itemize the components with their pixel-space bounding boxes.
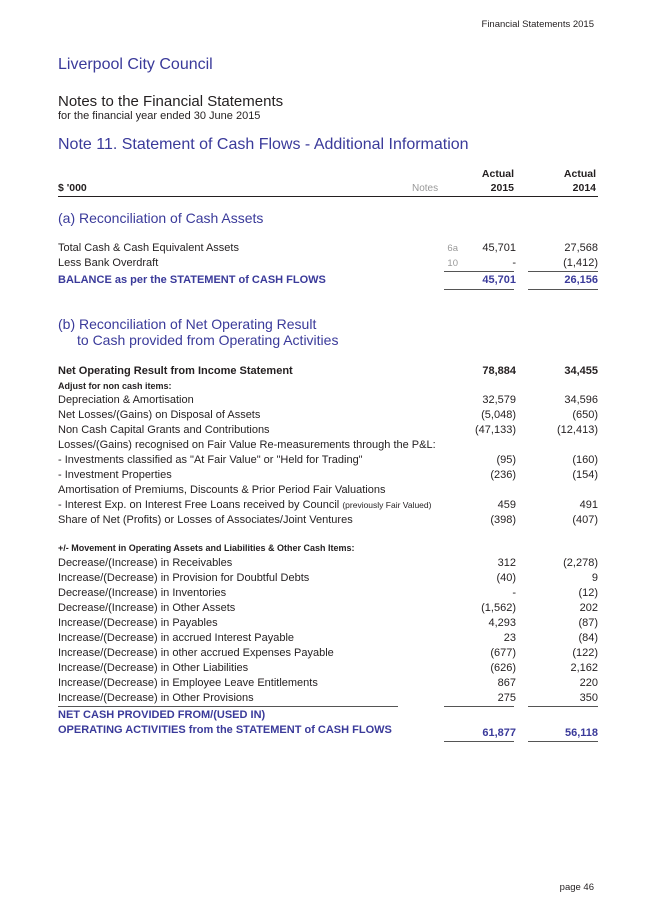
value-2015: (626): [490, 662, 516, 674]
council-name: Liverpool City Council: [58, 56, 213, 73]
row-label: Total Cash & Cash Equivalent Assets: [58, 242, 239, 254]
grand-total-rule-2014: [528, 741, 598, 742]
section-b-title-line2: to Cash provided from Operating Activities: [77, 332, 339, 348]
movement-label: +/- Movement in Operating Assets and Liabilities & Other Cash Items:: [58, 543, 355, 553]
page-number: page 46: [559, 882, 594, 893]
value-2014: (160): [572, 454, 598, 466]
value-2015: (5,048): [481, 409, 516, 421]
value-2015: 275: [497, 692, 516, 704]
col-unit: $ '000: [58, 182, 87, 194]
col-year-2014: 2014: [572, 182, 596, 194]
total-rule-2014: [528, 706, 598, 707]
table-row: [58, 256, 598, 271]
table-row: [58, 513, 598, 528]
row-label: Share of Net (Profits) or Losses of Associates/Joint Ventures: [58, 514, 353, 526]
value-2014: 2,162: [570, 662, 598, 674]
table-row: [58, 676, 598, 691]
row-label: Increase/(Decrease) in Provision for Doubtful Debts: [58, 572, 310, 584]
value-2015: (677): [490, 647, 516, 659]
row-label: Increase/(Decrease) in accrued Interest Payable: [58, 632, 295, 644]
net-cash-label-line1: NET CASH PROVIDED FROM/(USED IN): [58, 709, 266, 721]
value-2014: 34,596: [564, 394, 598, 406]
value-2014: 220: [579, 677, 598, 689]
value-2015: 312: [497, 557, 516, 569]
value-2014: (84): [578, 632, 598, 644]
value-2015: 4,293: [488, 617, 516, 629]
table-row: [58, 661, 598, 676]
running-header: Financial Statements 2015: [481, 19, 594, 30]
row-label: Net Operating Result from Income Statement: [58, 365, 293, 377]
document-title: Notes to the Financial Statements: [58, 93, 284, 110]
table-row: [58, 556, 598, 571]
value-2015: 23: [503, 632, 516, 644]
value-2015: (47,133): [475, 424, 516, 436]
subtotal-rule-2015: [444, 271, 514, 272]
total-rule-2014: [528, 289, 598, 290]
col-notes: Notes: [412, 183, 439, 194]
row-label: - Investment Properties: [58, 469, 172, 481]
net-cash-row: [58, 723, 598, 738]
balance-label: BALANCE as per the STATEMENT of CASH FLOWS: [58, 274, 326, 286]
value-2014: 491: [579, 499, 598, 511]
row-label: Increase/(Decrease) in Other Liabilities: [58, 662, 249, 674]
value-2015: 32,579: [482, 394, 516, 406]
row-label: Increase/(Decrease) in Payables: [58, 617, 218, 629]
table-row: [58, 571, 598, 586]
row-label: Decrease/(Increase) in Receivables: [58, 557, 233, 569]
value-2015: (95): [496, 454, 516, 466]
row-label: Losses/(Gains) recognised on Fair Value Re-measurements through the P&L:: [58, 439, 436, 451]
total-rule-2015: [444, 289, 514, 290]
value-2014: (12,413): [557, 424, 598, 436]
value-2014: (650): [572, 409, 598, 421]
value-2015: 867: [497, 677, 516, 689]
value-2014: (87): [578, 617, 598, 629]
table-row: [58, 241, 598, 256]
row-label: Amortisation of Premiums, Discounts & Prior Period Fair Valuations: [58, 484, 386, 496]
row-note: 10: [447, 258, 458, 269]
row-label: Increase/(Decrease) in Other Provisions: [58, 692, 254, 704]
value-2015: 459: [497, 499, 516, 511]
row-note: 6a: [447, 243, 458, 254]
value-2015: (40): [496, 572, 516, 584]
net-result-row: [58, 364, 598, 379]
grand-total-rule-2015: [444, 741, 514, 742]
row-label-main: - Interest Exp. on Interest Free Loans received by Council: [58, 499, 340, 511]
document-subtitle: for the financial year ended 30 June 2015: [58, 110, 261, 122]
col-year-2015: 2015: [490, 182, 514, 194]
value-2015: (236): [490, 469, 516, 481]
value-2014: (154): [572, 469, 598, 481]
table-row: [58, 601, 598, 616]
value-2014: 26,156: [564, 274, 598, 286]
row-label: Depreciation & Amortisation: [58, 394, 194, 406]
table-row: [58, 616, 598, 631]
header-rule: [58, 196, 598, 197]
table-row: [58, 586, 598, 601]
value-2015: -: [512, 257, 516, 269]
value-2014: 202: [579, 602, 598, 614]
table-row: [58, 408, 598, 423]
table-row: [58, 691, 598, 706]
subtotal-rule-2014: [528, 271, 598, 272]
row-label: [58, 498, 431, 513]
row-label: Decrease/(Increase) in Inventories: [58, 587, 227, 599]
balance-row: [58, 273, 598, 288]
table-row: [58, 453, 598, 468]
table-row: [58, 646, 598, 661]
row-label: Net Losses/(Gains) on Disposal of Assets: [58, 409, 261, 421]
table-row: [58, 631, 598, 646]
row-label: Decrease/(Increase) in Other Assets: [58, 602, 236, 614]
value-2014: (1,412): [563, 257, 598, 269]
value-2014: 56,118: [564, 727, 598, 739]
value-2014: 350: [579, 692, 598, 704]
value-2015: 45,701: [482, 242, 516, 254]
section-a-title: (a) Reconciliation of Cash Assets: [58, 210, 264, 226]
total-rule-2015: [444, 706, 514, 707]
table-row: [58, 483, 598, 498]
row-label: Increase/(Decrease) in Employee Leave Entitlements: [58, 677, 318, 689]
value-2014: 9: [591, 572, 598, 584]
total-rule-label: [58, 706, 398, 707]
col-actual-2015: Actual: [481, 168, 514, 180]
value-2014: (12): [578, 587, 598, 599]
table-row: [58, 423, 598, 438]
row-label-qualifier: (previously Fair Valued): [342, 500, 432, 510]
value-2015: (398): [490, 514, 516, 526]
value-2015: 61,877: [482, 727, 516, 739]
note-title: Note 11. Statement of Cash Flows - Additional Information: [58, 136, 469, 153]
row-label: Non Cash Capital Grants and Contributions: [58, 424, 270, 436]
col-actual-2014: Actual: [563, 168, 596, 180]
value-2015: -: [512, 587, 516, 599]
value-2015: 45,701: [482, 274, 516, 286]
net-cash-label-line2: OPERATING ACTIVITIES from the STATEMENT of CASH FLOWS: [58, 724, 392, 736]
section-b-title: (b) Reconciliation of Net Operating Result: [58, 316, 317, 332]
value-2014: 34,455: [564, 365, 598, 377]
row-label: Less Bank Overdraft: [58, 257, 159, 269]
net-cash-row-line1: [58, 708, 598, 723]
row-label: Increase/(Decrease) in other accrued Expenses Payable: [58, 647, 334, 659]
value-2014: (407): [572, 514, 598, 526]
value-2014: 27,568: [564, 242, 598, 254]
adjust-label: Adjust for non cash items:: [58, 381, 172, 391]
movement-heading: [58, 542, 598, 554]
table-row: [58, 498, 598, 513]
adjust-heading: [58, 380, 598, 392]
value-2015: (1,562): [481, 602, 516, 614]
row-label: - Investments classified as "At Fair Value" or "Held for Trading": [58, 454, 363, 466]
table-row: [58, 438, 598, 453]
value-2014: (122): [572, 647, 598, 659]
table-row: [58, 393, 598, 408]
table-row: [58, 468, 598, 483]
value-2014: (2,278): [563, 557, 598, 569]
value-2015: 78,884: [482, 365, 516, 377]
